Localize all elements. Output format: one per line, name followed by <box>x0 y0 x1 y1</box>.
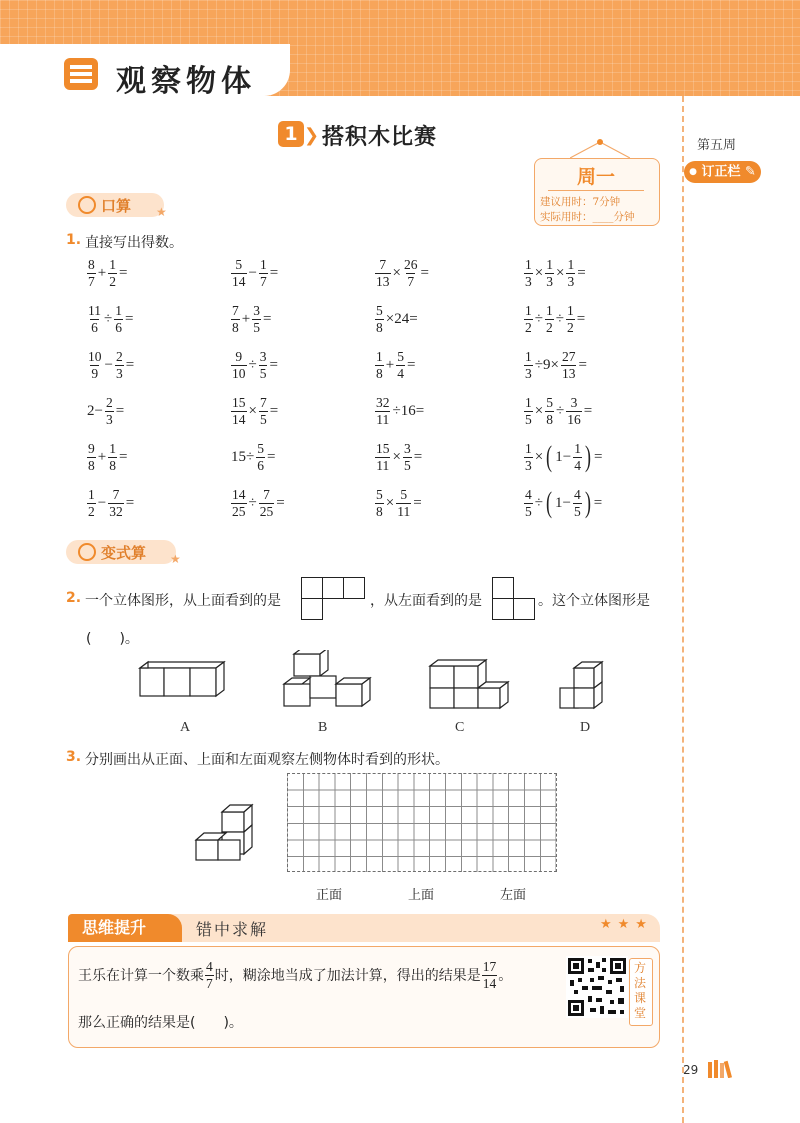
books-icon <box>708 1060 736 1078</box>
calc-item: $\frac{7}{8}$ + $\frac{3}{5}$ = <box>232 303 272 335</box>
day-divider <box>548 190 644 191</box>
q2-number: 2. <box>66 590 82 606</box>
q3-text: 分别画出从正面、上面和左面观察左侧物体时看到的形状。 <box>85 752 449 768</box>
drawing-grid[interactable] <box>287 773 557 872</box>
frac2-numerator: 17 <box>482 959 497 974</box>
calc-item: $\frac{9}{10}$ ÷ $\frac{3}{5}$ = <box>232 349 278 381</box>
q2-text-a: 一个立体图形，从上面看到的是 <box>85 593 281 609</box>
thinking-text-a: 王乐在计算一个数乘 <box>78 968 204 984</box>
frac2-denominator: 14 <box>482 975 497 991</box>
q1-number: 1. <box>66 232 82 248</box>
calc-item: $\frac{8}{7}$ + $\frac{1}{2}$ = <box>88 257 128 289</box>
star-icon: ★ <box>170 552 181 566</box>
left-view-shape <box>492 577 538 621</box>
calc-item: $\frac{1}{3}$ × ( 1− $\frac{1}{4}$ ) = <box>525 440 603 473</box>
correction-label: 订正栏 <box>701 164 741 180</box>
calc-item: $\frac{5}{14}$ − $\frac{1}{7}$ = <box>232 257 279 289</box>
method-text: 方法课堂 <box>634 961 647 1020</box>
thinking-text-b: 时，糊涂地当成了加法计算，得出的结果是 <box>214 968 481 984</box>
actual-time: 实际用时：____分钟 <box>540 211 635 223</box>
q3-number: 3. <box>66 749 82 765</box>
view-front-label: 正面 <box>316 888 343 903</box>
page-number: 29 <box>683 1063 699 1077</box>
calc-item: $\frac{1}{2}$ − $\frac{7}{32}$ = <box>88 487 135 519</box>
thinking-line1 <box>78 960 512 990</box>
correction-column-button[interactable]: ● 订正栏 ✎ <box>684 161 761 183</box>
calc-item: $\frac{15}{11}$ × $\frac{3}{5}$ = <box>376 441 423 473</box>
calc-item: $\frac{1}{3}$ × $\frac{1}{3}$ × $\frac{1}{3}$ = <box>525 257 586 289</box>
calc-item: $\frac{14}{25}$ ÷ $\frac{7}{25}$ = <box>232 487 285 519</box>
calc-item: $\frac{7}{13}$ × $\frac{26}{7}$ = <box>376 257 429 289</box>
top-view-shape <box>301 577 367 621</box>
option-c-label[interactable]: C <box>455 720 465 735</box>
q2-text-c: 。这个立体图形是 <box>538 593 650 609</box>
week-label: 第五周 <box>697 138 737 153</box>
thinking-head: 思维提升 <box>68 914 182 942</box>
q1-text: 直接写出得数。 <box>85 235 183 251</box>
lesson-title: 搭积木比赛 <box>322 125 438 150</box>
cube-face <box>140 668 164 696</box>
calc-item: $\frac{1}{8}$ + $\frac{5}{4}$ = <box>376 349 416 381</box>
thinking-line2[interactable]: 那么正确的结果是( )。 <box>78 1015 243 1031</box>
section-variant-label: 变式算 <box>101 544 147 562</box>
calc-item: 2− $\frac{2}{3}$ = <box>87 395 125 427</box>
target-icon <box>78 543 96 561</box>
method-tag[interactable] <box>629 958 653 1026</box>
unit-three-icon <box>64 58 98 90</box>
suggested-time: 建议用时：7分钟 <box>540 196 621 208</box>
calc-item: $\frac{5}{8}$ ×24= <box>376 303 418 335</box>
view-left-label: 左面 <box>500 888 527 903</box>
calc-item: $\frac{1}{5}$ × $\frac{5}{8}$ ÷ $\frac{3}{16}$ = <box>525 395 593 427</box>
option-a-label[interactable]: A <box>180 720 191 735</box>
calc-item: $\frac{1}{2}$ ÷ $\frac{1}{2}$ ÷ $\frac{1}{2}$ = <box>525 303 586 335</box>
calc-item: 15÷ $\frac{5}{6}$ = <box>231 441 276 473</box>
rating-stars-icon: ★★★ <box>600 917 653 932</box>
calc-item: $\frac{32}{11}$ ÷16= <box>376 395 425 427</box>
option-b-label[interactable]: B <box>318 720 328 735</box>
lesson-number: 1 <box>278 121 304 147</box>
calc-item: $\frac{15}{14}$ × $\frac{7}{5}$ = <box>232 395 279 427</box>
section-oral-label: 口算 <box>101 197 132 215</box>
binding-line <box>682 96 684 1123</box>
calc-item: $\frac{10}{9}$ − $\frac{2}{3}$ = <box>88 349 135 381</box>
day-title: 周一 <box>576 166 615 188</box>
calc-item: $\frac{1}{3}$ ÷9× $\frac{27}{13}$ = <box>525 349 587 381</box>
q2-text-b: ，从左面看到的是 <box>370 593 482 609</box>
calc-item: $\frac{5}{8}$ × $\frac{5}{11}$ = <box>376 487 422 519</box>
frac1-numerator: 4 <box>206 959 213 974</box>
thinking-text-c: 。 <box>498 968 513 984</box>
frac1-denominator: 7 <box>206 975 213 991</box>
pencil-icon: ✎ <box>745 164 756 180</box>
star-icon: ★ <box>156 205 167 219</box>
unit-title: 观察物体 <box>116 64 256 99</box>
thinking-subtitle: 错中求解 <box>196 920 269 939</box>
q3-object <box>190 800 270 866</box>
qr-code-icon[interactable] <box>566 956 628 1018</box>
q2-answer-blank[interactable]: ( )。 <box>86 631 139 647</box>
calc-item: $\frac{9}{8}$ + $\frac{1}{8}$ = <box>88 441 128 473</box>
stopwatch-icon <box>78 196 96 214</box>
chevron-right-icon: ❯ <box>304 125 320 146</box>
calc-item: $\frac{11}{6}$ ÷ $\frac{1}{6}$ = <box>88 303 134 335</box>
view-top-label: 上面 <box>408 888 435 903</box>
option-d-label[interactable]: D <box>580 720 591 735</box>
calc-item: $\frac{4}{5}$ ÷ ( 1− $\frac{4}{5}$ ) = <box>525 486 603 519</box>
cube-options <box>130 650 630 720</box>
